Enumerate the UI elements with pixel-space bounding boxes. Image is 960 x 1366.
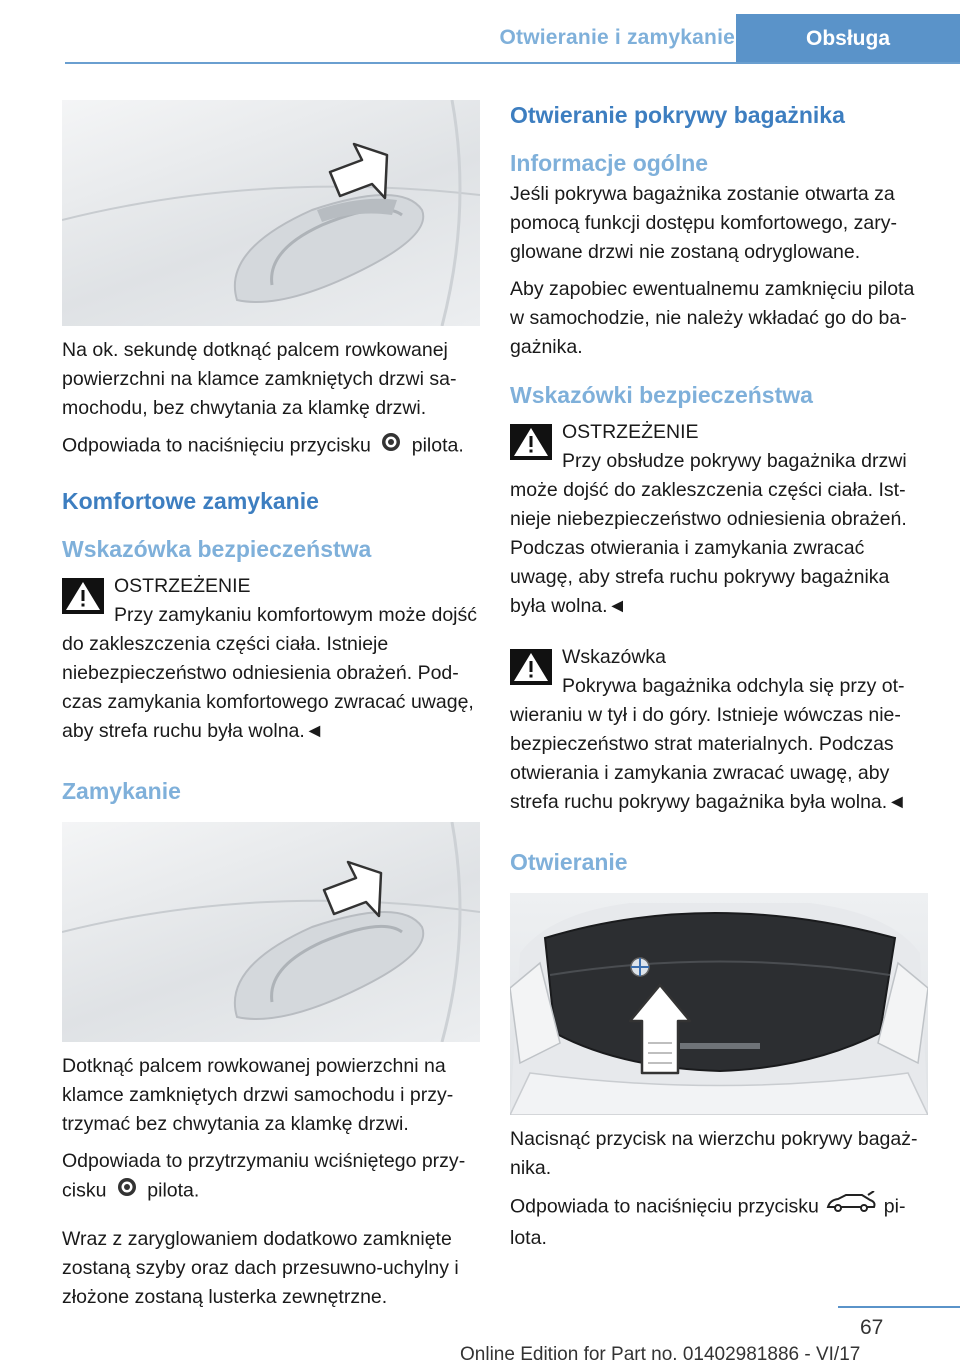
header-rule [65, 62, 960, 64]
heading-closing: Zamykanie [62, 778, 181, 804]
note-title: Wskazówka [562, 646, 667, 668]
edition-footer: Online Edition for Part no. 01402981886 - VI/17 [460, 1344, 861, 1365]
unlock-equivalent-text: Odpowiada to naciśnięciu przycisku pilota. [62, 431, 482, 462]
heading-trunk-opening: Otwieranie pokrywy bagażnika [510, 102, 845, 128]
warning-triangle-icon [62, 578, 104, 614]
left-column [62, 100, 482, 1320]
header-chapter-tab: Obsługa [736, 14, 960, 64]
lock-instruction: Dotknąć palcem rowkowanej powierzchni na klamce zamkniętych drzwi samochodu i przytrzymać bez chwytania za klamkę drzwi. [62, 1055, 454, 1135]
footer-rule [838, 1306, 960, 1308]
trunk-warning [510, 418, 930, 621]
heading-comfort-closing: Komfortowe zamykanie [62, 488, 319, 514]
note-text: Pokrywa bagażnika odchyla się przy otwieraniu w tył i do góry. Istnieje wówczas niebezpieczeństwo strat materialnych. Podczas otwierania i zamykania zwracać uwagę, aby strefa ruchu pokrywy bagażnika była wolna.◄ [510, 675, 907, 813]
warning-text: Przy obsłudze pokrywy bagażnika drzwi może dojść do zakleszczenia części ciała. Istnieje niebezpieczeństwo odniesienia obrażeń. Podczas otwierania i zamykania zwracać uwagę, aby strefa ruchu pokrywy bagażnika była wolna.◄ [510, 450, 907, 617]
page-number: 67 [860, 1316, 884, 1339]
heading-general-info: Informacje ogólne [510, 150, 709, 176]
warning-title: OSTRZEŻENIE [114, 575, 251, 597]
trunk-note [510, 643, 930, 817]
warning-title: OSTRZEŻENIE [562, 421, 699, 443]
lock-equivalent-text: Odpowiada to przytrzymaniu wciśniętego przycisku pilota. [62, 1147, 482, 1207]
door-handle-lock-illustration [62, 822, 480, 1042]
general-info-p1: Jeśli pokrywa bagażnika zostanie otwarta za pomocą funkcji dostępu komfortowego, zaryglowane drzwi nie zostaną odryglowane. [510, 183, 897, 263]
warning-text: Przy zamykaniu komfortowym może dojść do zakleszczenia części ciała. Istnieje niebezpieczeństwo odniesienia obrażeń. Podczas zamykania komfortowego zwracać uwagę, aby strefa ruchu była wolna.◄ [62, 604, 478, 742]
warning-triangle-icon [510, 424, 552, 460]
unlock-instruction: Na ok. sekundę dotknąć palcem rowkowanej powierzchni na klamce zamkniętych drzwi samochodu, bez chwytania za klamkę drzwi. [62, 339, 457, 419]
opening-instruction: Nacisnąć przycisk na wierzchu pokrywy bagażnika. [510, 1128, 918, 1179]
right-column [510, 100, 930, 1261]
heading-safety-note: Wskazówka bezpieczeństwa [62, 536, 372, 562]
remote-lock-button-icon [376, 431, 406, 462]
general-info-p2: Aby zapobiec ewentualnemu zamknięciu pilota w samochodzie, nie należy wkładać go do bagażnika. [510, 278, 915, 358]
remote-trunk-button-icon [824, 1191, 878, 1224]
header-section-title: Otwieranie i zamykanie [499, 26, 735, 49]
opening-equivalent-text: Odpowiada to naciśnięciu przycisku pilota. [510, 1191, 930, 1253]
comfort-closing-warning [62, 572, 482, 746]
warning-triangle-icon [510, 649, 552, 685]
heading-safety-notes: Wskazówki bezpieczeństwa [510, 382, 813, 408]
heading-opening: Otwieranie [510, 849, 628, 875]
trunk-lid-illustration [510, 893, 928, 1115]
lock-additional-info: Wraz z zaryglowaniem dodatkowo zamknięte zostaną szyby oraz dach przesuwno-uchylny i złożone zostaną lusterka zewnętrzne. [62, 1228, 459, 1308]
remote-lock-button-icon [112, 1176, 142, 1207]
door-handle-unlock-illustration [62, 100, 480, 326]
